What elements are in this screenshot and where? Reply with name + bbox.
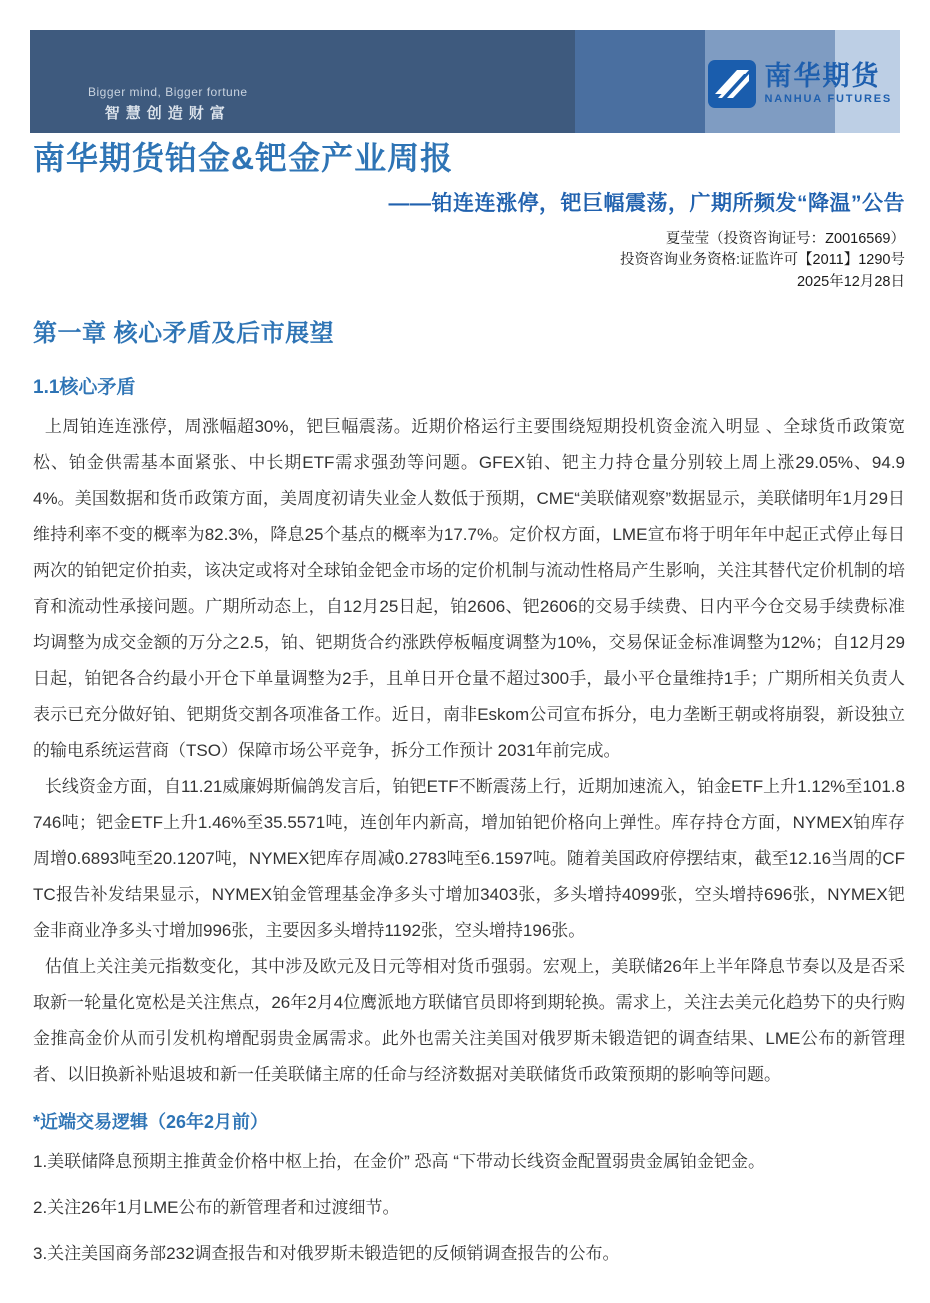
report-content <box>33 140 905 1277</box>
body-text <box>33 409 905 1093</box>
slogan-english: Bigger mind, Bigger fortune <box>88 85 248 99</box>
report-date: 2025年12月28日 <box>796 273 905 290</box>
report-subtitle: ——铂连连涨停，钯巨幅震荡，广期所频发“降温”公告 <box>388 191 905 215</box>
logo-text <box>765 63 892 105</box>
company-logo <box>708 60 892 108</box>
trading-logic-item: 1.美联储降息预期主推黄金价格中枢上抬，在金价” 恐高 “下带动长线资金配置弱贵金属铂金钯金。 <box>33 1152 765 1172</box>
body-paragraph: 估值上关注美元指数变化，其中涉及欧元及日元等相对货币强弱。宏观上，美联储26年上半年降息节奏以及是否采取新一轮量化宽松是关注焦点，26年2月4位鹰派地方联储官员即将到期轮换。需求上，关注去美元化趋势下的央行购金推高金价从而引发机构增配弱贵金属需求。此外也需关注美国对俄罗斯未锻造钯的调查结果、LME公布的新管理者、以旧换新补贴退坡和新一任美联储主席的任命与经济数据对美联储货币政策预期的影响等问题。 <box>33 957 905 1085</box>
banner-section-dark <box>30 30 575 133</box>
trading-logic-heading: *近端交易逻辑（26年2月前） <box>33 1112 269 1133</box>
slogan-chinese: 智慧创造财富 <box>104 105 231 122</box>
report-title: 南华期货铂金&钯金产业周报 <box>33 140 454 176</box>
body-paragraph: 长线资金方面，自11.21威廉姆斯偏鸽发言后，铂钯ETF不断震荡上行，近期加速流入，铂金ETF上升1.12%至101.8746吨；钯金ETF上升1.46%至35.5571吨，连创年内新高，增加铂钯价格向上弹性。库存持仓方面，NYMEX铂库存周增0.6893吨至20.1207吨，NYMEX钯库存周减0.2783吨至6.1597吨。随着美国政府停摆结束，截至12.16当周的CFTC报告补发结果显示，NYMEX铂金管理基金净多头寸增加3403张，多头增持4099张，空头增持696张，NYMEX钯金非商业净多头寸增加996张，主要因多头增持1192张，空头增持196张。 <box>33 777 905 941</box>
trading-logic-item: 2.关注26年1月LME公布的新管理者和过渡细节。 <box>33 1198 400 1218</box>
chapter-heading: 第一章 核心矛盾及后市展望 <box>33 320 335 348</box>
trading-logic-list <box>33 1139 905 1277</box>
author-block <box>33 229 905 294</box>
logo-text-chinese: 南华期货 <box>764 61 881 91</box>
header-banner <box>30 30 900 133</box>
logo-text-english: NANHUA FUTURES <box>764 93 892 105</box>
banner-slogan <box>88 85 248 123</box>
qualification-line: 投资咨询业务资格:证监许可【2011】1290号 <box>620 252 905 269</box>
section-heading: 1.1核心矛盾 <box>33 377 136 399</box>
trading-logic-item: 3.关注美国商务部232调查报告和对俄罗斯未锻造钯的反倾销调查报告的公布。 <box>33 1244 620 1264</box>
nanhua-diamond-icon <box>708 60 756 108</box>
author-line: 夏莹莹（投资咨询证号：Z0016569） <box>665 230 905 247</box>
banner-section-medium <box>575 30 705 133</box>
body-paragraph: 上周铂连连涨停，周涨幅超30%，钯巨幅震荡。近期价格运行主要围绕短期投机资金流入明显 、全球货币政策宽松、铂金供需基本面紧张、中长期ETF需求强劲等问题。GFEX铂、钯主力持仓量分别较上周上涨29.05%、94.94%。美国数据和货币政策方面，美周度初请失业金人数低于预期，CME“美联储观察”数据显示，美联储明年1月29日维持利率不变的概率为82.3%，降息25个基点的概率为17.7%。定价权方面，LME宣布将于明年年中起正式停止每日两次的铂钯定价拍卖，该决定或将对全球铂金钯金市场的定价机制与流动性格局产生影响，关注其替代定价机制的培育和流动性承接问题。广期所动态上，自12月25日起，铂2606、钯2606的交易手续费、日内平今仓交易手续费标准均调整为成交金额的万分之2.5，铂、钯期货合约涨跌停板幅度调整为10%，交易保证金标准调整为12%；自12月29日起，铂钯各合约最小开仓下单量调整为2手，且单日开仓量不超过300手，最小平仓量维持1手；广期所相关负责人表示已充分做好铂、钯期货交割各项准备工作。近日，南非Eskom公司宣布拆分，电力垄断王朝或将崩裂，新设独立的输电系统运营商（TSO）保障市场公平竞争，拆分工作预计 2031年前完成。 <box>33 417 905 761</box>
